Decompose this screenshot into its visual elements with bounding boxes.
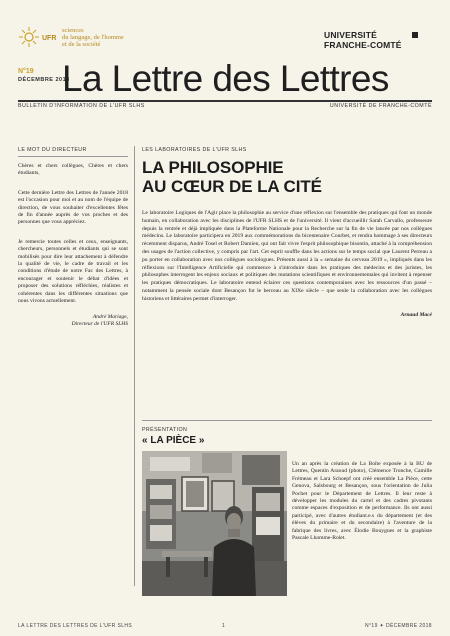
article-kicker: LES LABORATOIRES DE L'UFR SLHS: [142, 147, 247, 153]
article-headline: [142, 158, 432, 196]
university-label: UNIVERSITÉ DE FRANCHE-COMTÉ: [329, 103, 432, 109]
editorial-salutation: Chères et chers collègues, Chères et chers étudiants,: [18, 163, 128, 177]
presentation-title: « LA PIÈCE »: [142, 435, 205, 446]
headline-line: AU CŒUR DE LA CITÉ: [142, 177, 322, 196]
editorial-paragraph: Je remercie toutes celles et ceux, enseignants, chercheurs, personnels et étudiants qui se sont mobilisés pour dire leur attachement à défendre la qualité de vie, le cadre de travail et les conditions d'étude de notre Fac des Lettres, à encourager et soutenir le débat d'idées et proposer des solutions réfléchies, réalistes et cohérentes dans les différentes situations que nous vivons actuellement.: [18, 238, 128, 305]
university-logo-line1: UNIVERSITÉ: [324, 30, 378, 40]
page-number: 1: [222, 623, 225, 629]
sun-logo-icon: [18, 26, 40, 48]
footer-right: N°19 ✦ DÉCEMBRE 2018: [365, 623, 432, 629]
editorial-signature-role: Directeur de l'UFR SLHS: [71, 320, 128, 327]
header-rule: [18, 100, 432, 102]
main-article: [142, 147, 432, 318]
university-logo-line2: FRANCHE-COMTÉ: [324, 40, 402, 50]
presentation-text: Un an après la création de La Boîte exposée à la BU de Lettres, Quentin Araoud (photo), Clémence Tronche, Camille Frémeau et Lara Schoepf ont créé ensemble La Pièce, cette Genova, Salsbourg et Besançon, sous l'orientation de Julia Pochet pour le Département de Lettres. Il leur reste à développer les modules du cartel et des cadres pivotants comme espaces d'exposition et de performance. Ils ont aussi participé, avec d'autres étudiant.e.s du département (et des élèves du primaire et du secondaire) à l'aventure de la fabrique des livres, avec Élodie Bouygues et la graphiste Pascale Lhomme-Rolet.: [292, 461, 432, 542]
editorial-signature-name: André Mariage,: [92, 313, 128, 320]
footer-left: LA LETTRE DES LETTRES DE L'UFR SLHS: [18, 623, 133, 629]
section-rule: [142, 420, 432, 421]
issue-date: DÉCEMBRE 2018: [18, 77, 70, 83]
editorial-kicker: LE MOT DU DIRECTEUR: [18, 147, 128, 157]
column-divider: [134, 146, 135, 586]
bulletin-label: BULLETIN D'INFORMATION DE L'UFR SLHS: [18, 103, 145, 109]
article-byline: Arnaud Macé: [400, 311, 432, 318]
editorial-paragraph: Cette dernière Lettre des Lettres de l'année 2018 est l'occasion pour moi et au nom de l'équipe de direction, de vous souhaiter d'excellentes fêtes de fin d'année auprès de vos proches et des personnes que vous appréciez.: [18, 189, 128, 226]
ufr-logo-line: et de la société: [62, 41, 101, 48]
editorial-column: [18, 147, 128, 328]
ufr-acronym: UFR: [42, 35, 57, 42]
masthead-title: La Lettre des Lettres: [62, 58, 389, 99]
exhibition-photo-image: [142, 451, 287, 596]
university-logo: [324, 30, 436, 54]
issue-number: N°19: [18, 68, 34, 75]
presentation-photo: [142, 451, 287, 596]
article-body: Le laboratoire Logiques de l'Agir place la philosophie au service d'une réflexion sur l'ensemble des pratiques qui font un monde humain, en collaboration avec les disciplines de l'UFR SLHS et de l'université. Il vient d'accueillir Sarah Carvallo, professeure depuis la rentrée et déjà impliquée dans la Plateforme Nationale pour la Recherche sur la fin de vie lancée par nos collègues médecins. Le laboratoire participera en 2019 aux commémorations du bicentenaire Courbet, et rendra hommage à ses directeurs récemment disparus, André Tosel et Robert Damien, qui ont fait vivre l'esprit philosophique bisontin, attaché à la compréhension des usages de l'action collective, y compris par l'art. Cet esprit souffle dans les actions sur le temps social que Laurent Perreau a pu porter en collaboration avec nos collègues sociologues. Présents aussi à la « semaine du cerveau 2019 », impliqués dans les réflexions sur l'Intelligence Artificielle qui commence à s'introduire dans les pratiques des médecins et des juristes, les philosophes interrogent les enjeux sociaux et politiques des mutations scientifiques et environnementales qui invitent à repenser les pratiques démocratiques. Le laboratoire entend éclairer ces questions contemporaines avec les ressources d'un passé – notamment la pensée sociale dont Besançon fut le berceau au XIXe siècle – que seule la collaboration avec les collègues historiens et littéraires permet d'interroger.: [142, 210, 432, 302]
university-square-icon: [412, 32, 418, 38]
page-footer: [18, 623, 432, 631]
ufr-logo-line: du langage, de l'homme: [62, 34, 124, 41]
ufr-logo-line: sciences: [62, 27, 84, 34]
presentation-kicker: PRÉSENTATION: [142, 427, 188, 433]
headline-line: LA PHILOSOPHIE: [142, 158, 284, 177]
ufr-logo: [18, 22, 138, 58]
